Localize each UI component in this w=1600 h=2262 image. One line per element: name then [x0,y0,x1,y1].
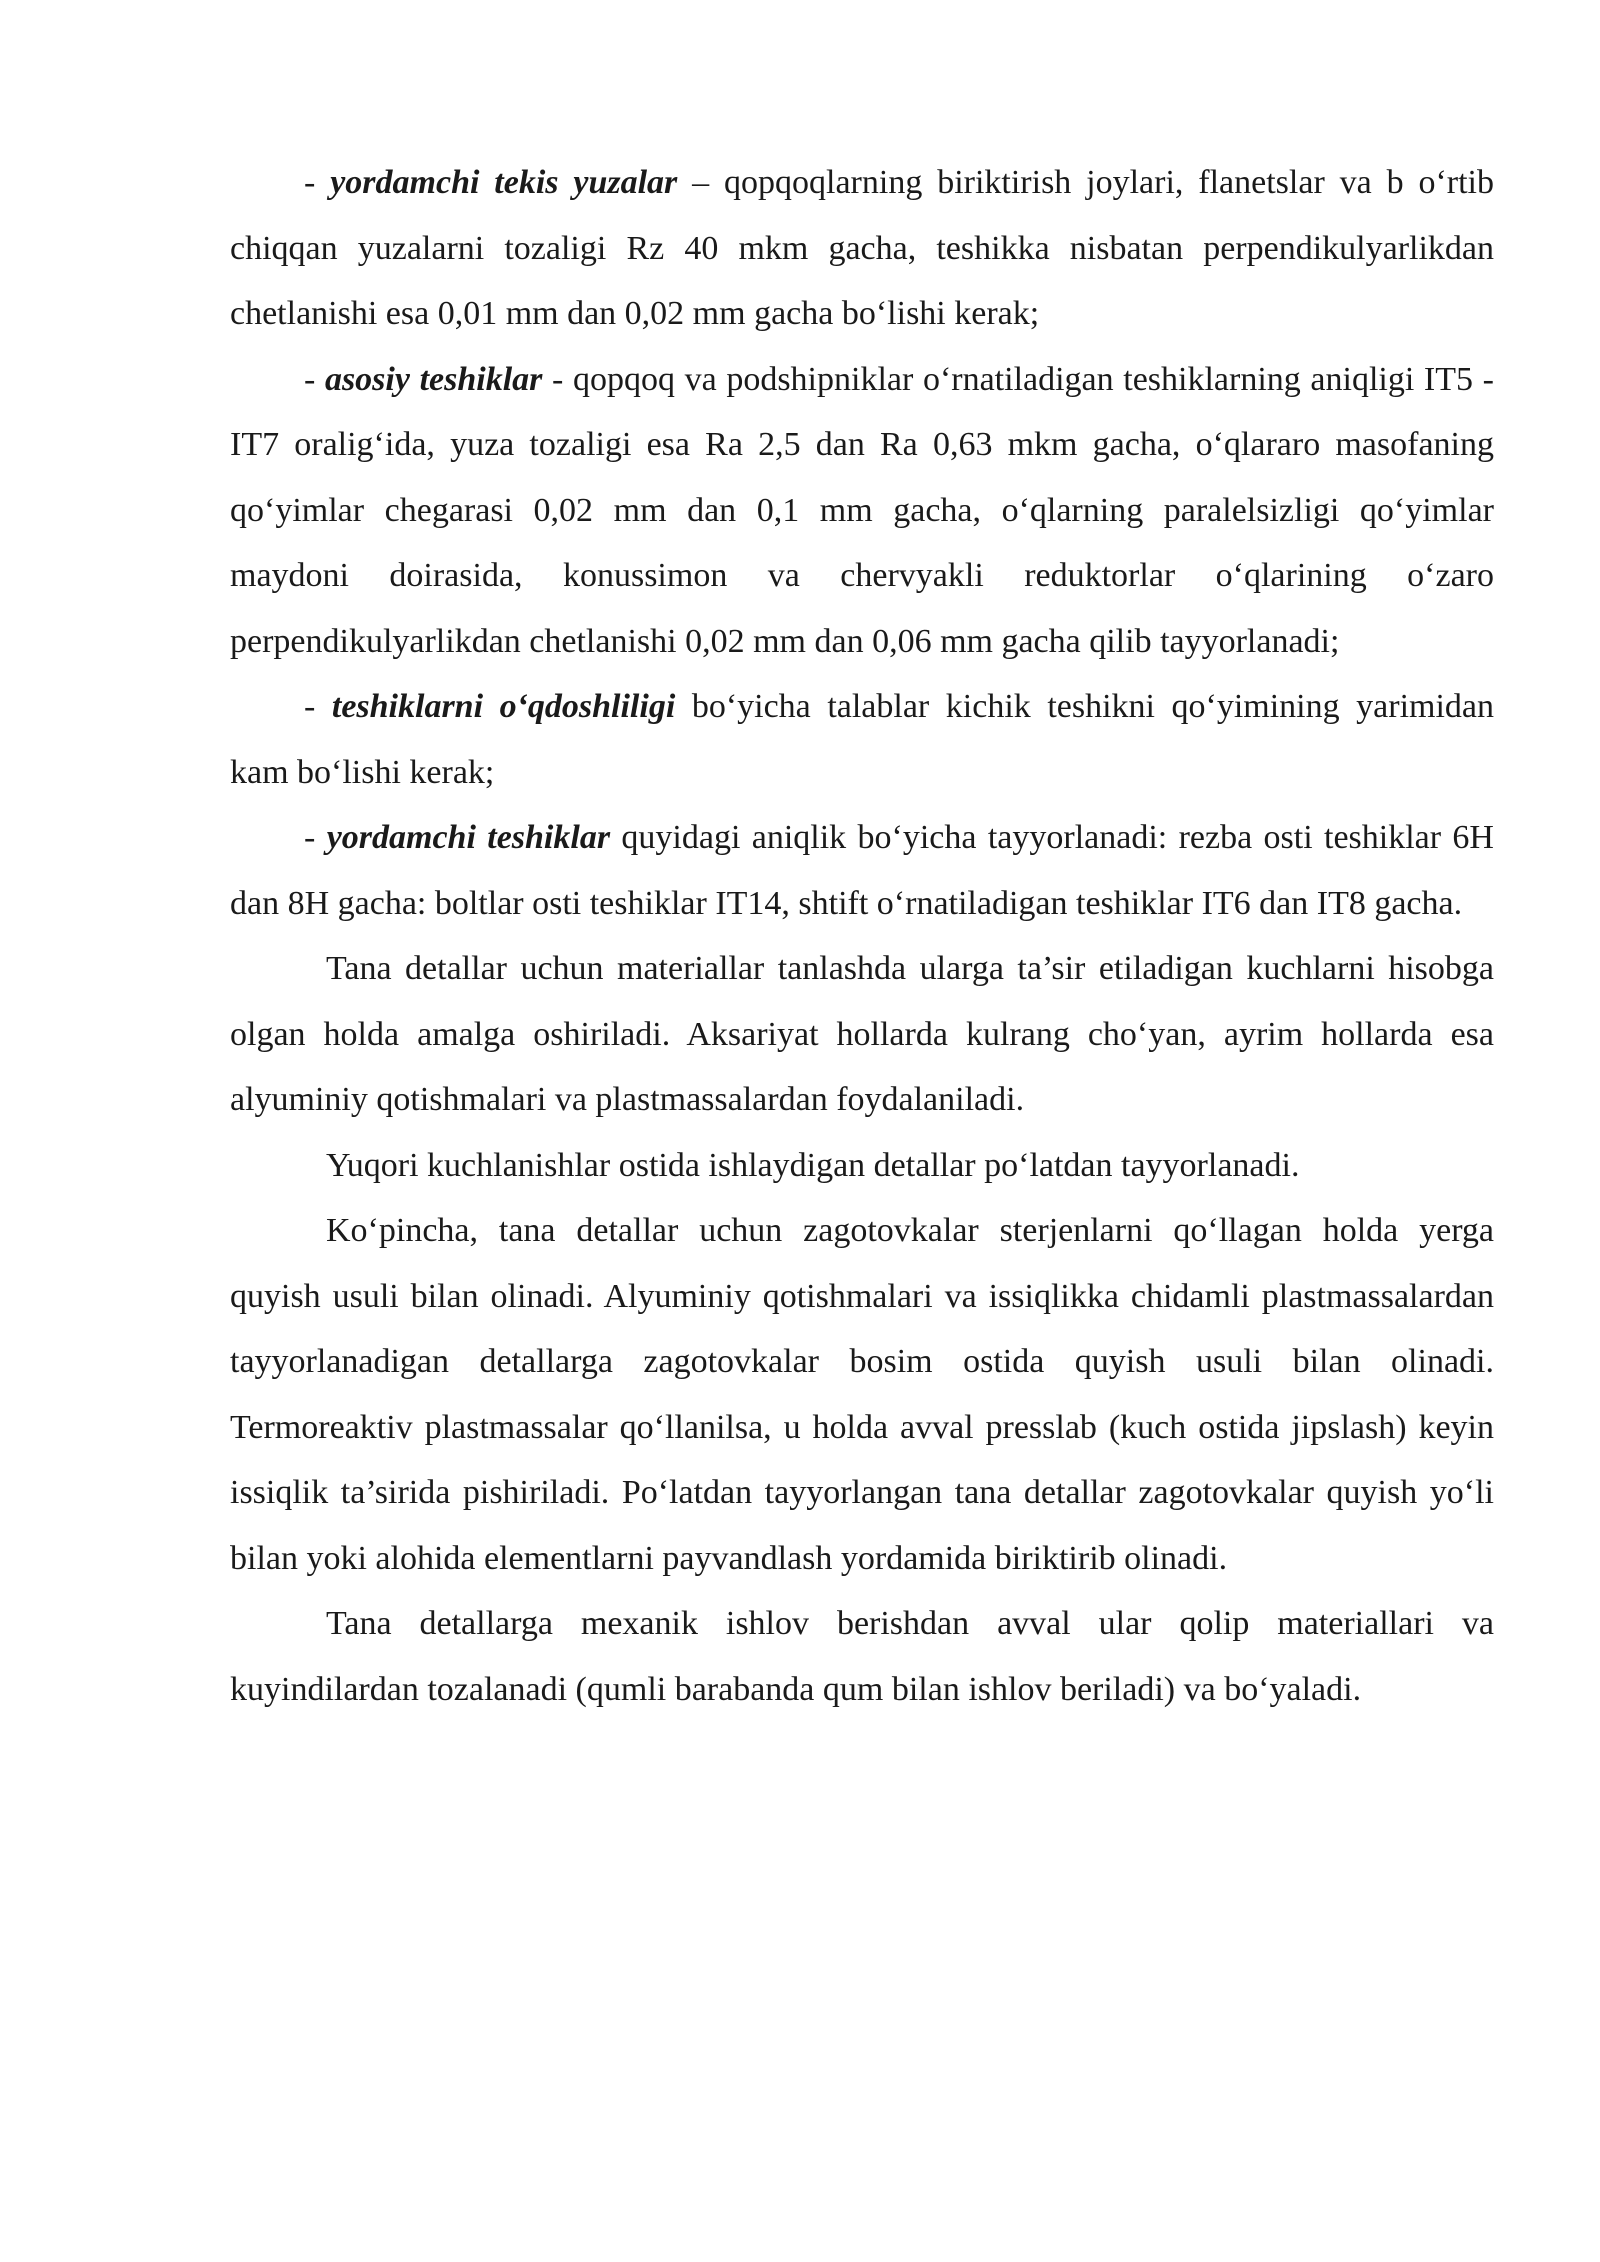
item-text: – qopqoqlarning biriktirish joylari, flanetslar va b o‘rtib chiqqan yuzalarni tozaligi Rz 40 mkm gacha, teshikka nisbatan perpendikulyarlikdan chetlanishi esa 0,01 mm dan 0,02 mm gacha bo‘lishi kerak; [230,164,1495,332]
list-item-auxiliary-holes [230,805,1494,936]
list-item-hole-coaxiality [230,674,1494,805]
item-text: bo‘yicha talablar kichik teshikni qo‘yimining yarimidan kam bo‘lishi kerak; [230,688,1495,791]
list-dash: - [304,819,327,856]
term-auxiliary-holes: yordamchi teshiklar [326,819,611,856]
list-item-auxiliary-flat-surfaces [230,150,1494,347]
list-dash: - [304,688,332,725]
document-page [230,150,1494,1722]
term-hole-coaxiality: teshiklarni o‘qdoshliligi [331,688,676,725]
paragraph-cleaning: Tana detallarga mexanik ishlov berishdan avval ular qolip materiallari va kuyindilardan tozalanadi (qumli barabanda qum bilan ishlov beriladi) va bo‘yaladi. [230,1605,1494,1708]
list-dash: - [304,360,325,398]
list-item-main-holes [230,347,1494,675]
item-text: - qopqoq va podshipniklar o‘rnatiladigan teshiklarning aniqligi IT5 - IT7 oralig‘ida, yuza tozaligi esa Ra 2,5 dan Ra 0,63 mkm gacha, o‘qlararo masofaning qo‘yimlar chegarasi 0,02 mm dan 0,1 mm gacha, o‘qlarning paralelsizligi qo‘yimlar maydoni doirasida, konussimon va chervyakli reduktorlar o‘qlarining o‘zaro perpendikulyarlikdan chetlanishi 0,02 mm dan 0,06 mm gacha qilib tayyorlanadi; [230,360,1494,660]
paragraph-high-stress: Yuqori kuchlanishlar ostida ishlaydigan detallar po‘latdan tayyorlanadi. [326,1146,1300,1184]
paragraph-materials: Tana detallar uchun materiallar tanlashda ularga ta’sir etiladigan kuchlarni hisobga olgan holda amalga oshiriladi. Aksariyat hollarda kulrang cho‘yan, ayrim hollarda esa alyuminiy qotishmalari va plastmassalardan foydalaniladi. [230,950,1494,1118]
item-text: quyidagi aniqlik bo‘yicha tayyorlanadi: rezba osti teshiklar 6H dan 8H gacha: boltlar osti teshiklar IT14, shtift o‘rnatiladigan teshiklar IT6 dan IT8 gacha. [230,819,1494,922]
list-dash: - [304,164,331,201]
paragraph-blanks: Ko‘pincha, tana detallar uchun zagotovkalar sterjenlarni qo‘llagan holda yerga quyish usuli bilan olinadi. Alyuminiy qotishmalari va issiqlikka chidamli plastmassalardan tayyorlanadigan detallarga zagotovkalar bosim ostida quyish usuli bilan olinadi. Termoreaktiv plastmassalar qo‘llanilsa, u holda avval presslab (kuch ostida jipslash) keyin issiqlik ta’sirida pishiriladi. Po‘latdan tayyorlangan tana detallar zagotovkalar quyish yo‘li bilan yoki alohida elementlarni payvandlash yordamida biriktirib olinadi. [230,1212,1494,1577]
term-auxiliary-flat-surfaces: yordamchi tekis yuzalar [330,164,678,201]
term-main-holes: asosiy teshiklar [324,360,543,398]
